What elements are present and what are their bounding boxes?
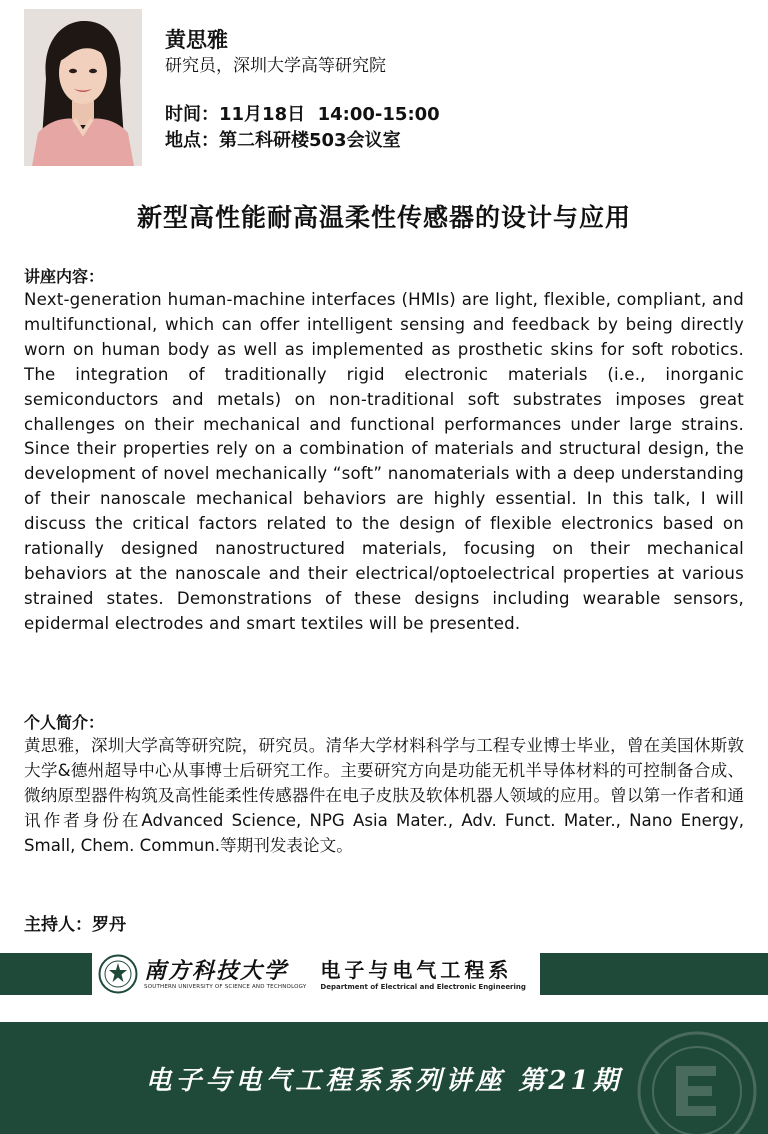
place-value: 第二科研楼503会议室: [219, 130, 401, 151]
time-label: 时间：: [165, 104, 219, 125]
university-seal-icon: [98, 954, 138, 994]
abstract-heading: 讲座内容：: [24, 267, 105, 286]
bio-section: [24, 712, 744, 859]
bio-heading: 个人简介：: [24, 713, 105, 732]
department-name-cn: 电子与电气工程系: [320, 958, 513, 982]
speaker-name: 黄思雅: [165, 28, 228, 52]
speaker-portrait: [24, 9, 142, 166]
university-name: [144, 958, 306, 990]
talk-title: 新型高性能耐高温柔性传感器的设计与应用: [136, 203, 631, 232]
event-place: [165, 128, 440, 154]
host: 主持人：罗丹: [24, 915, 126, 935]
series-title: 电子与电气工程系系列讲座 第21期: [145, 1066, 623, 1096]
department-name-en: Department of Electrical and Electronic Engineering: [320, 983, 526, 991]
abstract-section: [24, 266, 744, 637]
speaker-info: [165, 26, 386, 78]
university-name-cn: 南方科技大学: [144, 958, 289, 984]
speaker-title: 研究员，深圳大学高等研究院: [165, 56, 386, 76]
event-time: [165, 102, 440, 128]
department-name: [320, 957, 526, 991]
place-label: 地点：: [165, 130, 219, 151]
bio-text: 黄思雅，深圳大学高等研究院，研究员。清华大学材料科学与工程专业博士毕业，曾在美国休斯敦大学&德州超导中心从事博士后研究工作。主要研究方向是功能无机半导体材料的可控制备合成、微纳原型器件构筑及高性能柔性传感器件在电子皮肤及软体机器人领域的应用。曾以第一作者和通讯作者身份在Advanced Science, NPG Asia Mater., Adv. Funct. Mater., Nano Energy, Small, Chem. Commun.等期刊发表论文。: [24, 736, 744, 855]
time-value: 11月18日 14:00-15:00: [219, 104, 440, 125]
university-name-en: SOUTHERN UNIVERSITY OF SCIENCE AND TECHNOLOGY: [144, 984, 307, 990]
footer: [0, 1022, 768, 1134]
logo-plate: [92, 953, 540, 995]
abstract-text: Next-generation human-machine interfaces (HMIs) are light, flexible, compliant, and multifunctional, which can offer intelligent sensing and feedback by being directly worn on human body as well as implemented as prosthetic skins for soft robotics. The integration of traditionally rigid electronic materials (i.e., inorganic semiconductors and metals) on non-traditional soft substrates imposes great challenges on their mechanical and functional performances under large strains. Since their properties rely on a combination of materials and structural design, the development of novel mechanically “soft” nanomaterials with a deep understanding of their nanoscale mechanical behaviors are highly essential. In this talk, I will discuss the critical factors related to the design of flexible electronics based on rationally designed nanostructured materials, focusing on their mechanical behaviors at the nanoscale and their electrical/optoelectrical properties at various strained states. Demonstrations of these designs including wearable sensors, epidermal electrodes and smart textiles will be presented.: [24, 290, 744, 633]
speaker-photo: [24, 9, 142, 166]
event-meta: [165, 102, 440, 154]
